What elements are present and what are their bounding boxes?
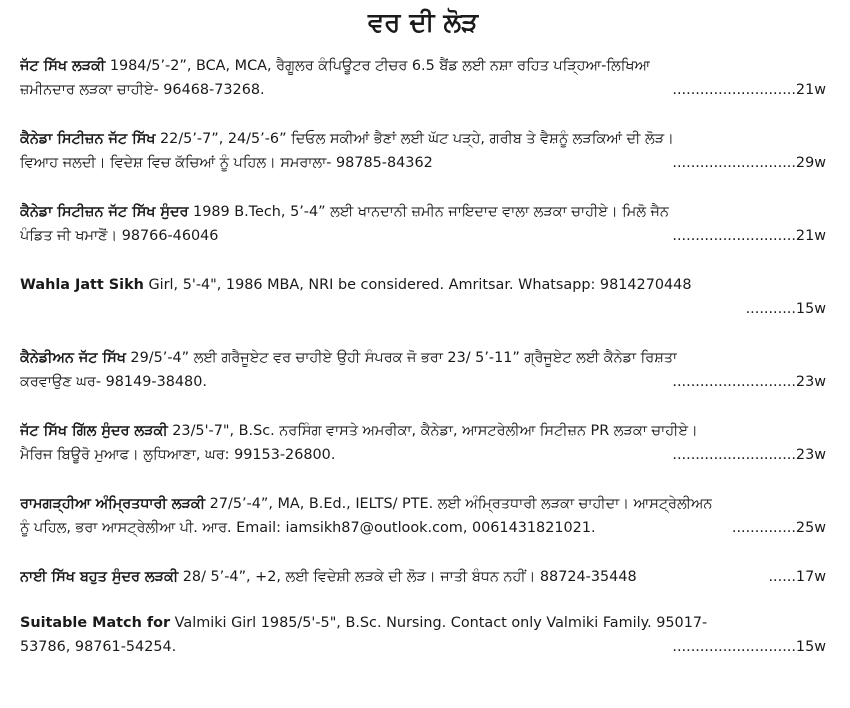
ad-lead: ਨਾਈ ਸਿੱਖ ਬਹੁਤ ਸੁੰਦਰ ਲੜਕੀ <box>20 569 179 585</box>
ad-text: 1989 B.Tech, 5’-4” ਲਈ ਖਾਨਦਾਨੀ ਜ਼ਮੀਨ ਜਾਇਦਾਦ ਵਾਲਾ ਲੜਕਾ ਚਾਹੀਏ। ਮਿਲੋ ਜੈਨ <box>188 204 669 220</box>
ad-item <box>20 54 826 102</box>
ad-word-count: ...........................29w <box>672 155 826 171</box>
ad-line-1 <box>20 611 826 635</box>
ad-text: ਨੂੰ ਪਹਿਲ, ਭਰਾ ਆਸਟ੍ਰੇਲੀਆ ਪੀ. ਆਰ. Email: iamsikh87@outlook.com, 0061431821021. <box>20 520 596 536</box>
ad-line-1 <box>20 127 826 151</box>
ad-text: ਜ਼ਮੀਨਦਾਰ ਲੜਕਾ ਚਾਹੀਏ- 96468-73268. <box>20 82 265 98</box>
ad-item <box>20 419 826 467</box>
ad-text: 23/5'-7", B.Sc. ਨਰਸਿੰਗ ਵਾਸਤੇ ਅਮਰੀਕਾ, ਕੈਨੇਡਾ, ਆਸਟਰੇਲੀਆ ਸਿਟੀਜ਼ਨ PR ਲੜਕਾ ਚਾਹੀਏ। <box>167 423 698 439</box>
ad-item <box>20 346 826 394</box>
ad-line-2 <box>20 224 826 248</box>
ad-line-2 <box>20 78 826 102</box>
ad-word-count: ...........................23w <box>672 374 826 390</box>
ad-text: Girl, 5'-4", 1986 MBA, NRI be considered. Amritsar. Whatsapp: 9814270448 <box>143 277 692 293</box>
ad-line-1 <box>20 346 826 370</box>
ad-word-count: ...........15w <box>745 301 826 317</box>
ad-lead: Suitable Match for <box>20 615 171 631</box>
ad-word-count: ...........................21w <box>672 228 826 244</box>
ad-text: 22/5’-7”, 24/5’-6” ਦਿਓਲ ਸਕੀਆਂ ਭੈਣਾਂ ਲਈ ਘੱਟ ਪੜ੍ਹੇ, ਗਰੀਬ ਤੇ ਵੈਸ਼ਨੂੰ ਲੜਕਿਆਂ ਦੀ ਲੋੜ। <box>155 131 674 147</box>
ad-lead: ਕੈਨੇਡਾ ਸਿਟੀਜ਼ਨ ਜੱਟ ਸਿੱਖ <box>20 131 156 147</box>
ad-line-1 <box>20 54 826 78</box>
ad-item <box>20 200 826 248</box>
ad-text: 28/ 5’-4”, +2, ਲਈ ਵਿਦੇਸ਼ੀ ਲੜਕੇ ਦੀ ਲੋੜ। ਜਾਤੀ ਬੰਧਨ ਨਹੀਂ। 88724-35448 <box>178 569 637 585</box>
ad-line-2 <box>20 297 826 321</box>
ad-line-1 <box>20 492 826 516</box>
ad-line-1 <box>20 273 826 297</box>
ad-word-count: ...........................21w <box>672 82 826 98</box>
ad-lead: ਕੈਨੇਡੀਅਨ ਜੱਟ ਸਿੱਖ <box>20 350 126 366</box>
ad-lead: Wahla Jatt Sikh <box>20 277 144 293</box>
ad-word-count: ...........................23w <box>672 447 826 463</box>
ad-text: 53786, 98761-54254. <box>20 639 177 655</box>
ad-line-2 <box>20 516 826 540</box>
ad-item <box>20 492 826 540</box>
ad-text: ਮੈਰਿਜ ਬਿਊਰੋ ਮੁਆਫ। ਲੁਧਿਆਣਾ, ਘਰ: 99153-26800. <box>20 447 336 463</box>
ad-line-1 <box>20 565 826 589</box>
ad-text: ਪੰਡਿਤ ਜੀ ਖਮਾਣੋਂ। 98766-46046 <box>20 228 219 244</box>
ad-line-2 <box>20 370 826 394</box>
ad-text: 29/5’-4” ਲਈ ਗਰੈਜੂਏਟ ਵਰ ਚਾਹੀਏ ਉਹੀ ਸੰਪਰਕ ਜੋ ਭਰਾ 23/ 5’-11” ਗ੍ਰੈਜੂਏਟ ਲਈ ਕੈਨੇਡਾ ਰਿਸ਼ਤਾ <box>125 350 678 366</box>
ad-line-2 <box>20 443 826 467</box>
ad-item <box>20 127 826 175</box>
ad-item <box>20 273 826 321</box>
ad-lead: ਰਾਮਗੜ੍ਹੀਆ ਅੰਮ੍ਰਿਤਧਾਰੀ ਲੜਕੀ <box>20 496 206 512</box>
ad-word-count: ......17w <box>768 569 826 585</box>
ad-word-count: ...........................15w <box>672 639 826 655</box>
ad-line-2 <box>20 635 826 659</box>
ad-line-2 <box>20 151 826 175</box>
ad-item <box>20 565 826 589</box>
ad-text: 27/5’-4”, MA, B.Ed., IELTS/ PTE. ਲਈ ਅੰਮ੍ਰਿਤਧਾਰੀ ਲੜਕਾ ਚਾਹੀਦਾ। ਆਸਟ੍ਰੇਲੀਅਨ <box>205 496 713 512</box>
ad-lead: ਕੈਨੇਡਾ ਸਿਟੀਜ਼ਨ ਜੱਟ ਸਿੱਖ ਸੁੰਦਰ <box>20 204 189 220</box>
ad-word-count: ..............25w <box>731 520 826 536</box>
ad-line-1 <box>20 200 826 224</box>
ad-lead: ਜੱਟ ਸਿੱਖ ਲੜਕੀ <box>20 58 106 74</box>
page-title: ਵਰ ਦੀ ਲੋੜ <box>367 8 479 38</box>
ad-text: ਕਰਵਾਉਣ ਘਰ- 98149-38480. <box>20 374 207 390</box>
ad-text: Valmiki Girl 1985/5'-5", B.Sc. Nursing. Contact only Valmiki Family. 95017- <box>170 615 708 631</box>
ad-text: ਵਿਆਹ ਜਲਦੀ। ਵਿਦੇਸ਼ ਵਿਚ ਕੱਚਿਆਂ ਨੂੰ ਪਹਿਲ। ਸਮਰਾਲਾ- 98785-84362 <box>20 155 433 171</box>
ads-list <box>20 54 826 659</box>
ad-lead: ਜੱਟ ਸਿੱਖ ਗਿੱਲ ਸੁੰਦਰ ਲੜਕੀ <box>20 423 168 439</box>
ad-line-1 <box>20 419 826 443</box>
ad-text: 1984/5’-2”, BCA, MCA, ਰੈਗੂਲਰ ਕੰਪਿਊਟਰ ਟੀਚਰ 6.5 ਬੈਂਡ ਲਈ ਨਸ਼ਾ ਰਹਿਤ ਪੜ੍ਹਿਆ-ਲਿਖਿਆ <box>105 58 651 74</box>
ad-item <box>20 611 826 659</box>
